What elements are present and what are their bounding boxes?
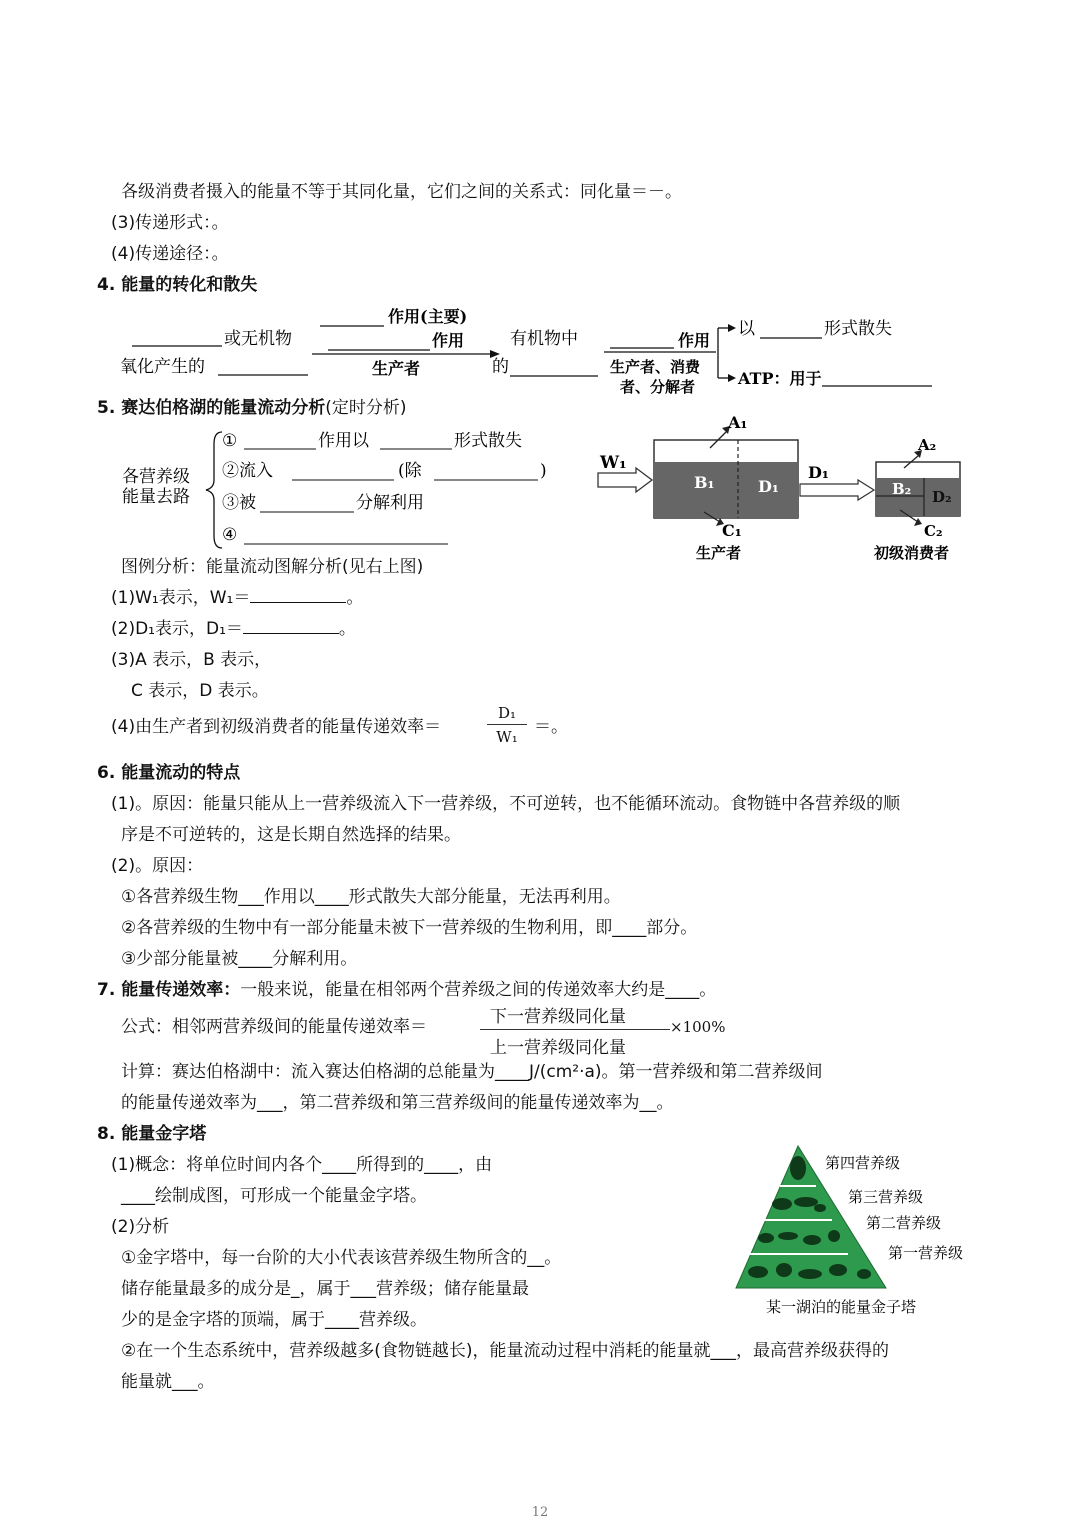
reason-2: ②各营养级的生物中有一部分能量未被下一营养级的生物利用，即____部分。 bbox=[121, 918, 698, 938]
item-circ-4: ④ bbox=[222, 525, 238, 545]
section-8-title: 8. 能量金字塔 bbox=[97, 1124, 207, 1144]
analysis-4: ②在一个生态系统中，营养级越多(食物链越长)，能量流动过程中消耗的能量就___，最高营养级获得的 bbox=[121, 1341, 890, 1361]
calc-line-1: 计算：赛达伯格湖中：流入赛达伯格湖的总能量为____J/(cm²·a)。第一营养级和第二营养级间 bbox=[121, 1062, 823, 1082]
section-6-title: 6. 能量流动的特点 bbox=[97, 763, 241, 783]
fraction-denominator: W₁ bbox=[496, 728, 518, 746]
d-top: 作用(主要) bbox=[388, 307, 468, 326]
d-heat: 形式散失 bbox=[824, 319, 892, 339]
feature-2: (2)。原因： bbox=[111, 856, 204, 876]
label-a1: A₁ bbox=[728, 413, 748, 432]
intro-line: 各级消费者摄入的能量不等于其同化量，它们之间的关系式：同化量＝－。 bbox=[121, 182, 682, 202]
label-b1: B₁ bbox=[694, 473, 715, 492]
formula-fraction bbox=[480, 1002, 670, 1058]
label-producer: 生产者 bbox=[696, 544, 742, 562]
label-w1: W₁ bbox=[600, 453, 627, 473]
analysis-5: 能量就___。 bbox=[121, 1372, 215, 1392]
analysis-3: 少的是金字塔的顶端，属于____营养级。 bbox=[121, 1310, 427, 1330]
section-7-title-bold: 7. 能量传递效率： bbox=[97, 980, 241, 1000]
feature-1b: 序是不可逆转的，这是长期自然选择的结果。 bbox=[121, 825, 461, 845]
legend-analysis: 图例分析：能量流动图解分析(见右上图) bbox=[121, 557, 424, 577]
section-4-title: 4. 能量的转化和散失 bbox=[97, 275, 258, 295]
item-by: ③被 bbox=[222, 493, 256, 513]
d-mid: 作用 bbox=[432, 331, 465, 350]
question-2: (2)D₁表示，D₁＝ 。 bbox=[111, 619, 356, 639]
d-atp: ATP：用于 bbox=[738, 369, 822, 388]
analysis-2: 储存能量最多的成分是_，属于___营养级；储存能量最 bbox=[121, 1279, 529, 1299]
question-4-tail: ＝。 bbox=[534, 717, 568, 737]
item-heat: 形式散失 bbox=[454, 431, 522, 451]
label-d2: D₂ bbox=[932, 488, 952, 506]
brace-label-1: 各营养级 bbox=[122, 467, 190, 487]
label-a2: A₂ bbox=[918, 436, 937, 454]
d-left1: 或无机物 bbox=[224, 329, 292, 349]
d-who1: 生产者、消费 bbox=[610, 358, 701, 376]
fraction-numerator: D₁ bbox=[487, 704, 527, 725]
concept-1: (1)概念：将单位时间内各个____所得到的____，由 bbox=[111, 1155, 493, 1175]
item-decomp: 分解利用 bbox=[356, 493, 424, 513]
item-close: ) bbox=[540, 461, 547, 481]
pyramid-level-1: 第一营养级 bbox=[888, 1244, 964, 1262]
transfer-route: (4)传递途径：。 bbox=[111, 244, 229, 264]
item-act: 作用以 bbox=[318, 431, 369, 451]
question-1-text: (1)W₁表示，W₁＝ bbox=[111, 588, 251, 608]
feature-1a: (1)。原因：能量只能从上一营养级流入下一营养级，不可逆转，也不能循环流动。食物链中各营养级的顺 bbox=[111, 794, 901, 814]
d-act: 作用 bbox=[678, 331, 711, 350]
section-7-title bbox=[97, 979, 716, 1001]
pyramid-level-4: 第四营养级 bbox=[825, 1154, 901, 1172]
energy-flow-figure bbox=[592, 412, 972, 572]
section-5-title-bold: 5. 赛达伯格湖的能量流动分析 bbox=[97, 398, 326, 418]
pyramid-caption: 某一湖泊的能量金子塔 bbox=[766, 1298, 917, 1316]
question-2-text: (2)D₁表示，D₁＝ bbox=[111, 619, 243, 639]
section-7-title-tail: 一般来说，能量在相邻两个营养级之间的传递效率大约是____。 bbox=[240, 980, 717, 1000]
item-except: (除 bbox=[398, 461, 422, 481]
d-prod: 生产者 bbox=[372, 359, 421, 378]
item-circ-1: ① bbox=[222, 431, 238, 451]
section-5-title bbox=[97, 397, 406, 419]
efficiency-fraction bbox=[487, 704, 527, 746]
energy-pyramid bbox=[730, 1140, 990, 1320]
energy-destination-brace bbox=[118, 424, 568, 554]
analysis-title: (2)分析 bbox=[111, 1217, 170, 1237]
formula-label: 公式：相邻两营养级间的能量传递效率＝ bbox=[121, 1017, 427, 1037]
question-3b: C 表示，D 表示。 bbox=[131, 681, 269, 701]
formula-denominator: 上一营养级同化量 bbox=[490, 1038, 626, 1058]
label-d1-box: D₁ bbox=[758, 477, 779, 496]
label-d1: D₁ bbox=[808, 463, 829, 482]
formula-numerator: 下一营养级同化量 bbox=[480, 1002, 670, 1030]
label-c1: C₁ bbox=[722, 521, 742, 540]
label-consumer: 初级消费者 bbox=[874, 544, 950, 562]
section-5-title-tail: (定时分析) bbox=[325, 398, 407, 418]
question-3a: (3)A 表示，B 表示， bbox=[111, 650, 272, 670]
d-org: 有机物中 bbox=[510, 329, 578, 349]
d-yi: 以 bbox=[738, 319, 755, 339]
reason-1: ①各营养级生物___作用以____形式散失大部分能量，无法再利用。 bbox=[121, 887, 621, 907]
question-4: (4)由生产者到初级消费者的能量传递效率＝ bbox=[111, 717, 442, 737]
d-who2: 者、分解者 bbox=[620, 378, 696, 396]
label-c2: C₂ bbox=[924, 522, 943, 540]
brace-label-2: 能量去路 bbox=[122, 487, 190, 507]
reason-3: ③少部分能量被____分解利用。 bbox=[121, 949, 358, 969]
page-number: 12 bbox=[531, 1505, 549, 1520]
pyramid-level-2: 第二营养级 bbox=[866, 1214, 942, 1232]
calc-line-2: 的能量传递效率为___，第二营养级和第三营养级间的能量传递效率为__。 bbox=[121, 1093, 674, 1113]
question-1: (1)W₁表示，W₁＝ 。 bbox=[111, 588, 364, 608]
d-left2: 氧化产生的 bbox=[120, 357, 205, 377]
energy-conversion-diagram bbox=[110, 300, 950, 400]
item-flow: ②流入 bbox=[222, 461, 273, 481]
transfer-form: (3)传递形式：。 bbox=[111, 213, 229, 233]
d-de: 的 bbox=[492, 357, 509, 377]
pyramid-level-3: 第三营养级 bbox=[848, 1188, 924, 1206]
formula-tail: ×100% bbox=[670, 1018, 726, 1036]
label-b2: B₂ bbox=[892, 480, 912, 498]
concept-2: ____绘制成图，可形成一个能量金字塔。 bbox=[121, 1186, 427, 1206]
analysis-1: ①金字塔中，每一台阶的大小代表该营养级生物所含的__。 bbox=[121, 1248, 562, 1268]
